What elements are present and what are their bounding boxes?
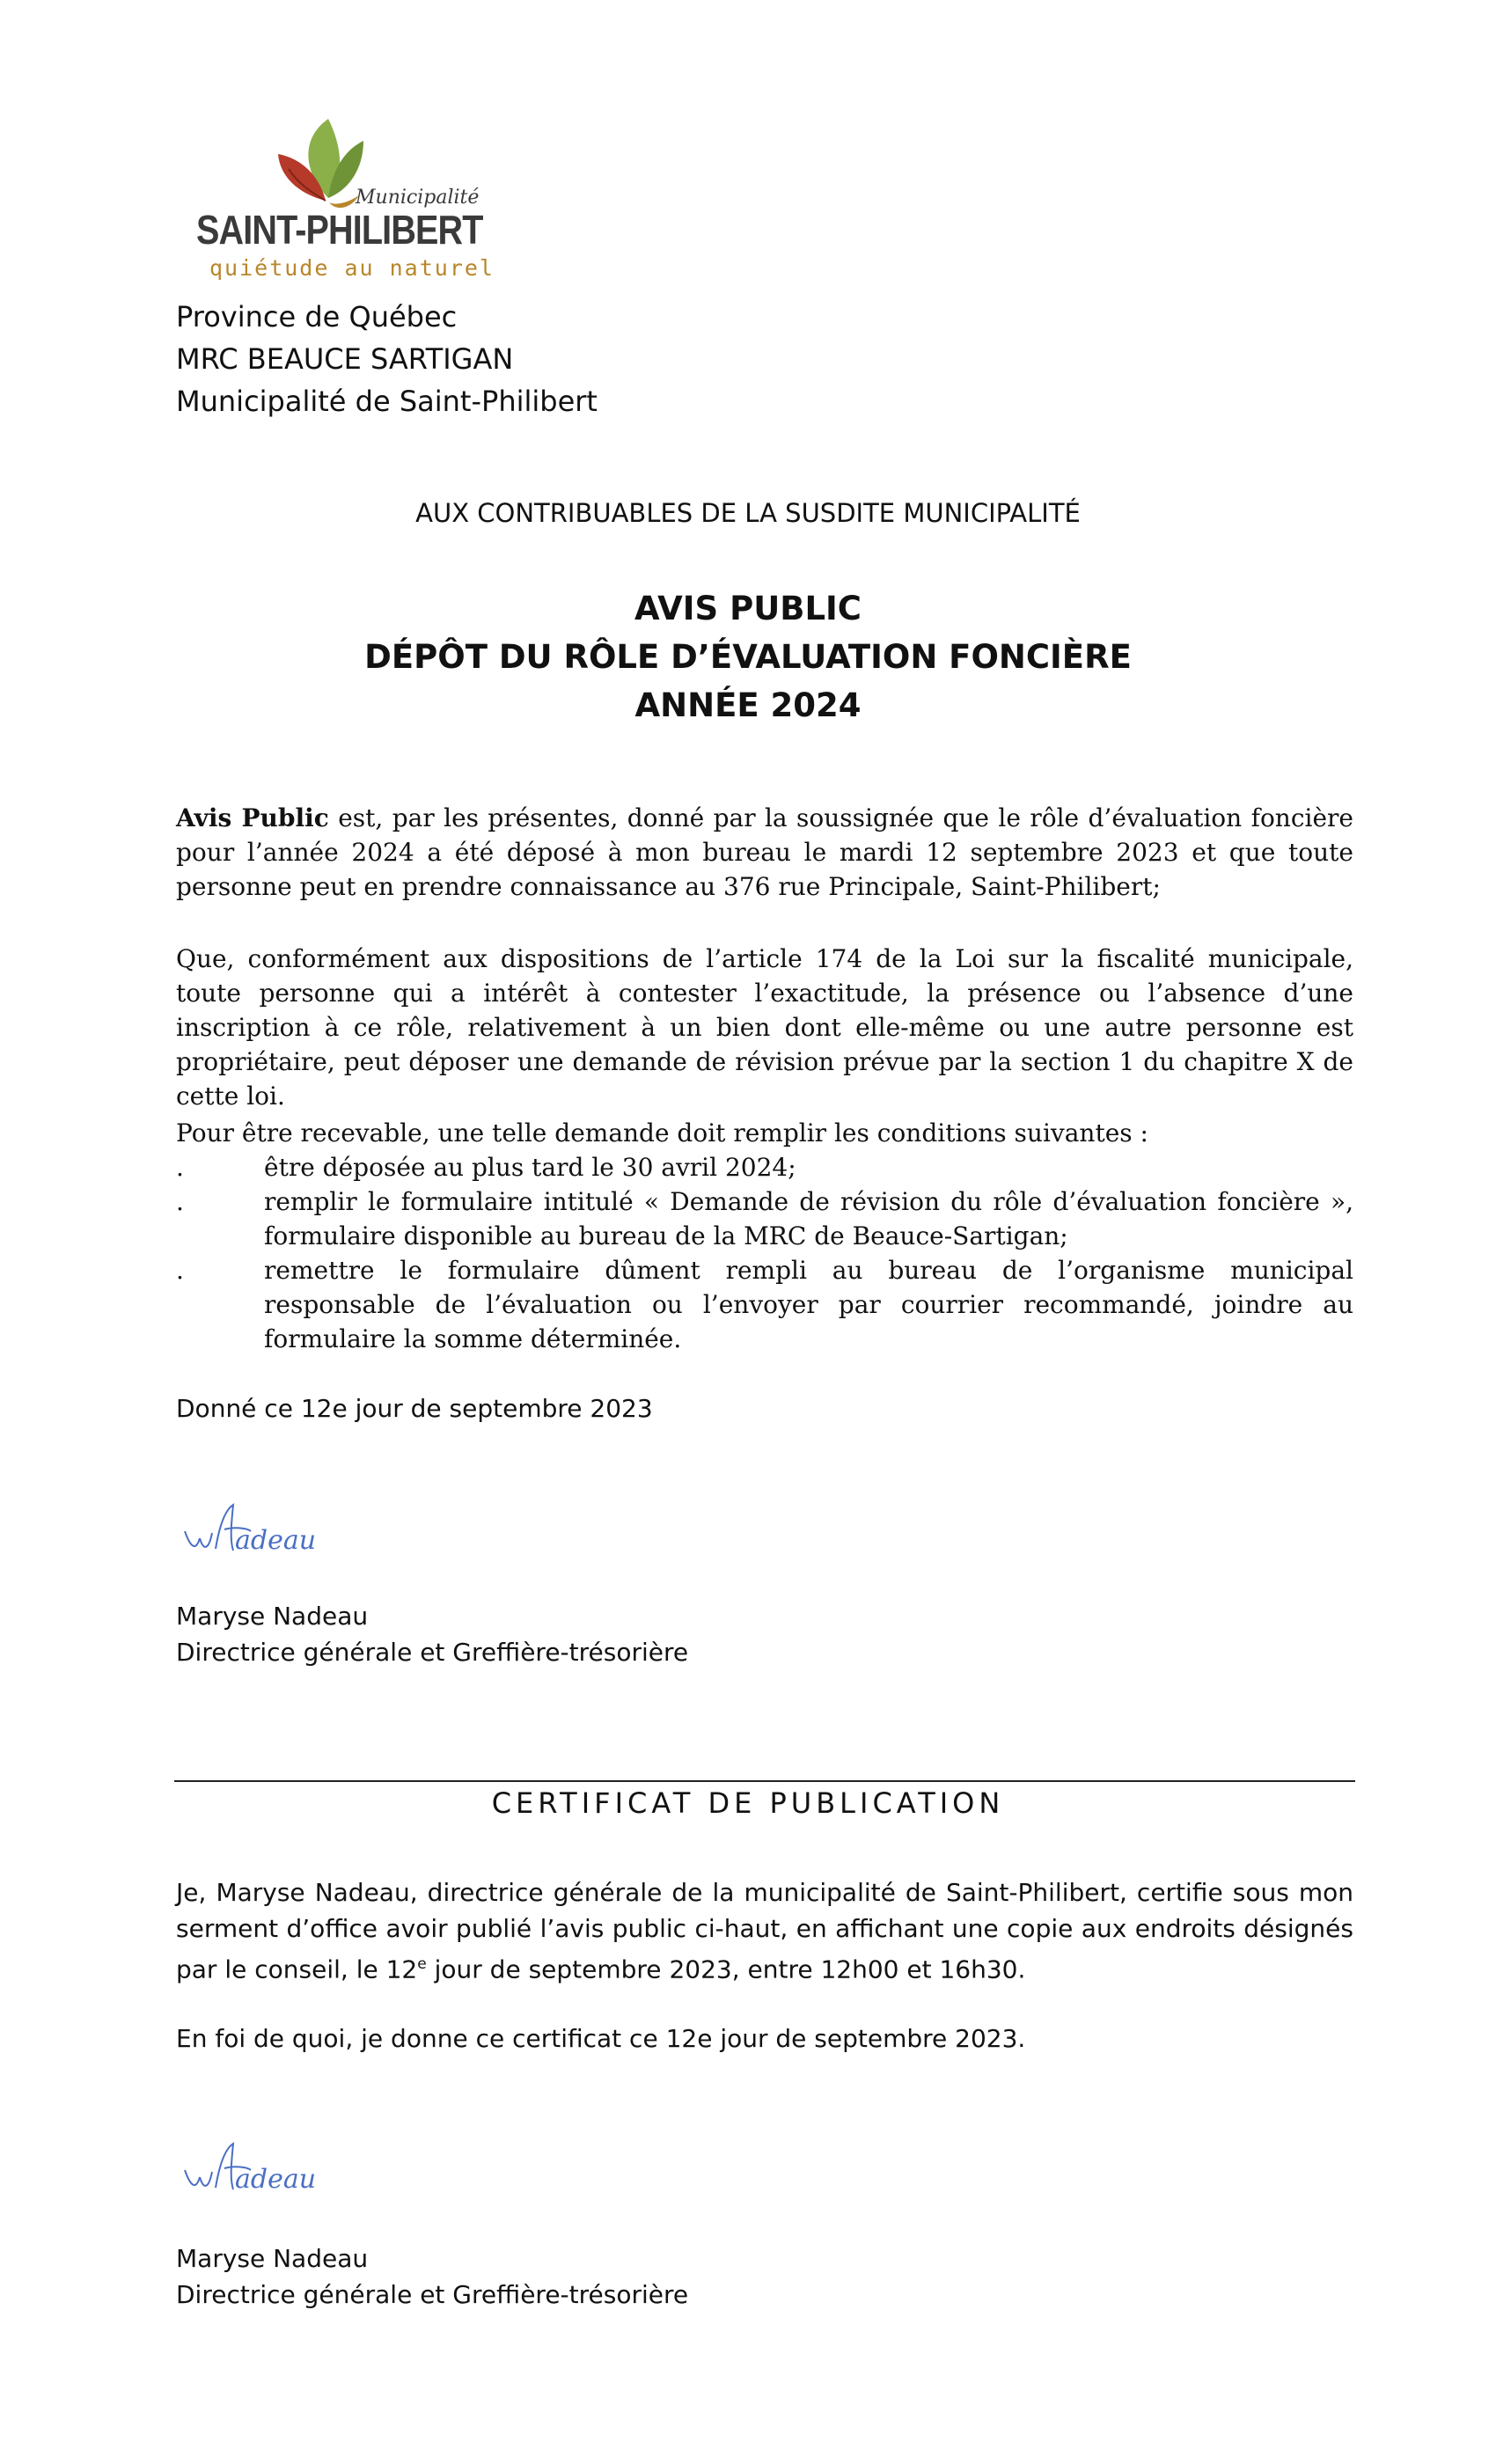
- title-line-1: AVIS PUBLIC: [634, 590, 862, 627]
- condition-text-3: remettre le formulaire dûment rempli au bureau de l’organisme municipal responsable de l’évaluation ou l’envoyer par courrier recommandé, joindre au formulaire la somme déterminée.: [264, 1256, 1353, 1353]
- signatory-role: Directrice générale et Greffière-trésorière: [176, 1638, 689, 1667]
- notice-paragraph-1: [176, 801, 1353, 904]
- bullet-marker: .: [176, 1187, 184, 1216]
- notice-body: [176, 801, 1353, 904]
- given-date: Donné ce 12e jour de septembre 2023: [176, 1394, 653, 1423]
- address-block: [176, 296, 598, 422]
- signatory-block-1: [176, 1598, 688, 1670]
- certificate-title: CERTIFICAT DE PUBLICATION: [491, 1786, 1005, 1820]
- signatory-role: Directrice générale et Greffière-trésorière: [176, 2280, 689, 2309]
- notice-conditions: [176, 1116, 1353, 1356]
- condition-item: [176, 1184, 1353, 1253]
- certificate-text-a: Je, Maryse Nadeau, directrice générale de la municipalité de Saint-Philibert, certifie sous mon serment d’office avoir publié l’avis public ci-haut, en affichant une copie aux endroits désignés par le conseil, le 12: [176, 1878, 1353, 1984]
- condition-item: [176, 1253, 1353, 1356]
- certificate-paragraph-2: En foi de quoi, je donne ce certificat ce 12e jour de septembre 2023.: [176, 2024, 1026, 2053]
- logo-municipalite-word: Municipalité: [356, 187, 480, 209]
- svg-text:adeau: adeau: [235, 2164, 317, 2195]
- bullet-marker: .: [176, 1256, 184, 1285]
- certificate-paragraph-1: [176, 1874, 1353, 1987]
- notice-paragraph-3: Pour être recevable, une telle demande doit remplir les conditions suivantes :: [176, 1118, 1148, 1148]
- condition-item: [176, 1150, 1353, 1184]
- title-line-2: DÉPÔT DU RÔLE D’ÉVALUATION FONCIÈRE: [364, 638, 1132, 676]
- title-line-3: ANNÉE 2024: [634, 686, 862, 724]
- address-municipality: Municipalité de Saint-Philibert: [176, 385, 598, 418]
- condition-text-2: remplir le formulaire intitulé « Demande de révision du rôle d’évaluation foncière », formulaire disponible au bureau de la MRC de Beauce-Sartigan;: [264, 1187, 1353, 1250]
- condition-text-1: être déposée au plus tard le 30 avril 2024;: [264, 1153, 796, 1182]
- signature-image: [180, 1496, 356, 1566]
- logo-name: SAINT-PHILIBERT: [196, 207, 483, 253]
- signatory-block-2: [176, 2240, 688, 2313]
- notice-body-2: [176, 942, 1353, 1113]
- svg-text:adeau: adeau: [235, 1525, 317, 1556]
- certificate-text-b: jour de septembre 2023, entre 12h00 et 16h30.: [426, 1954, 1026, 1984]
- signatory-name: Maryse Nadeau: [176, 1602, 369, 1631]
- signature-image: [180, 2135, 356, 2205]
- notice-paragraph-1-text: est, par les présentes, donné par la soussignée que le rôle d’évaluation foncière pour l’année 2024 a été déposé à mon bureau le mardi 12 septembre 2023 et que toute personne peut en prendre connaissance au 376 rue Principale, Saint-Philibert;: [176, 803, 1353, 901]
- notice-lead-bold: Avis Public: [176, 803, 329, 832]
- address-province: Province de Québec: [176, 300, 458, 334]
- section-divider: [174, 1780, 1355, 1782]
- notice-title: [0, 584, 1496, 730]
- signatory-name: Maryse Nadeau: [176, 2244, 369, 2273]
- address-mrc: MRC BEAUCE SARTIGAN: [176, 342, 514, 376]
- notice-paragraph-2: Que, conformément aux dispositions de l’article 174 de la Loi sur la fiscalité municipale, toute personne qui a intérêt à contester l’exactitude, la présence ou l’absence d’une inscription à ce rôle, relativement à un bien dont elle-même ou une autre personne est propriétaire, peut déposer une demande de révision prévue par la section 1 du chapitre X de cette loi.: [176, 944, 1353, 1111]
- municipality-logo: [192, 114, 495, 290]
- addressee-heading: AUX CONTRIBUABLES DE LA SUSDITE MUNICIPALITÉ: [415, 498, 1081, 528]
- certificate-superscript: e: [417, 1955, 427, 1973]
- bullet-marker: .: [176, 1153, 184, 1182]
- logo-tagline: quiétude au naturel: [209, 255, 495, 281]
